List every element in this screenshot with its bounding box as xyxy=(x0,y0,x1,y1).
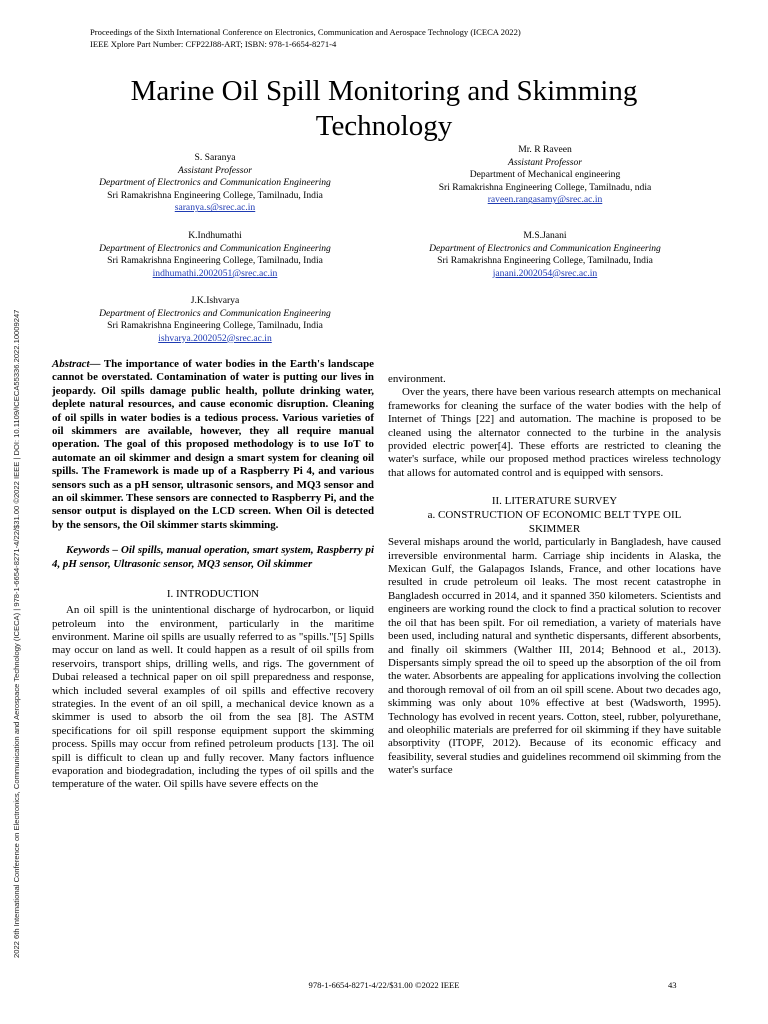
subsection-heading-line-1: a. CONSTRUCTION OF ECONOMIC BELT TYPE OIL xyxy=(427,509,682,522)
author-dept: Department of Mechanical engineering xyxy=(469,169,621,181)
author-dept: Department of Electronics and Communication Engineering xyxy=(99,177,331,189)
author-name: M.S.Janani xyxy=(523,230,567,241)
proceedings-header xyxy=(90,26,521,50)
page-number: 43 xyxy=(668,980,677,990)
introduction-paragraph: An oil spill is the unintentional discharge of hydrocarbon, or liquid petroleum into the environment, particularly in the maritime environment. Marine oil spills are usually referred to as "spills."[5] Spills may occur on land as well. It could happen as a result of oil spills from reservoirs, transport ships, drilling wells, and rigs. The government of Dubai released a technical paper on oil spill preparedness and response, which included several examples of oil spills and effective recovery strategies. In the event of an oil spill, a mechanical device known as a skimmer is used to absorb the oil from the sea [8]. The ASTM specifications for oil spill response equipment support the skimming process. Spills may occur from refined petroleum products [13]. The oil spill is difficult to clean up and fully recover. Many factors influence evaporation and biodegradation, including the types of oil spills and the temperature of the water. Oil spills have severe effects on the xyxy=(52,604,374,791)
author-name: J.K.Ishvarya xyxy=(190,295,240,306)
author-role: Assistant Professor xyxy=(177,164,252,176)
header-line-1: Proceedings of the Sixth International Conference on Electronics, Communication and Aerospace Technology (ICECA 2022) xyxy=(90,27,521,37)
author-block-1 xyxy=(50,152,380,215)
section-heading-introduction: I. INTRODUCTION xyxy=(166,588,260,601)
author-dept: Department of Electronics and Communication Engineering xyxy=(99,242,331,254)
author-email-link[interactable]: saranya.s@srec.ac.in xyxy=(174,202,256,214)
research-paragraph: Over the years, there have been various research attempts on mechanical frameworks for cleaning the surface of the water bodies with the help of Internet of Things [22] and automation. The machine is proposed to be cleaned using the alternator connected to the turbine in the analysis provided electric power[4]. These efforts are restricted to cleaning the water's surface, while our proposed method practices wireless technology that allows for automated control and is equipped with sensors. xyxy=(388,386,721,479)
author-dept: Department of Electronics and Communication Engineering xyxy=(429,242,661,254)
author-name: K.Indhumathi xyxy=(188,230,242,241)
author-role: Assistant Professor xyxy=(507,156,582,168)
subsection-heading-line-2: SKIMMER xyxy=(528,523,581,536)
author-block-3 xyxy=(50,230,380,280)
author-block-5 xyxy=(50,295,380,345)
author-email-link[interactable]: ishvarya.2002052@srec.ac.in xyxy=(158,332,272,344)
author-institution: Sri Ramakrishna Engineering College, Tamilnadu, India xyxy=(107,255,323,267)
author-email-link[interactable]: raveen.rangasamy@srec.ac.in xyxy=(487,194,603,206)
author-block-4 xyxy=(365,230,725,280)
literature-paragraph: Several mishaps around the world, particularly in Bangladesh, have caused irreversible environmental harm. Carriage ship incidents in Alaska, the Mexican Gulf, the Galapagos Islands, France, and other locations have resulted in crude petroleum oil leaks. The most recent catastrophe in Bangladesh occurred in 2014, and it spanned 350 kilometers. Scientists and engineers are working round the clock to find a practical solution to recover the oil that has been spilt. For oil remediation, a variety of materials have been used, including natural and synthetic dispersants, different absorbents, and finally oil skimmers (Walther III, 2014; Behnood et al., 2013). Dispersants simply spread the oil to speed up the absorption of the oil from the water. Absorbents are appealing for applications involving the collection and thorough removal of oil from an oil spill scene. About two decades ago, skimming was only about 10% effective at best (Wadsworth, 1995). Technology has evolved in recent years. Cotton, steel, rubber, polyurethane, and oleophilic materials are preferred for oil skimming if they have suitable absorptivity (ITOPF, 2012). Because of its economic efficacy and feasibility, several studies and guidelines recommend oil skimming from the water's surface xyxy=(388,536,721,777)
doi-sidebar: 2022 6th International Conference on Electronics, Communication and Aerospace Technology (ICECA) | 978-1-6654-8271-4/22/$31.00 ©2022 IEEE | DOI: 10.1109/ICECA55336.2022.10009247 xyxy=(12,309,21,958)
abstract xyxy=(52,358,374,532)
left-column xyxy=(52,358,374,792)
continued-paragraph: environment. xyxy=(388,373,446,385)
title-line-1: Marine Oil Spill Monitoring and Skimming xyxy=(130,75,638,107)
author-institution: Sri Ramakrishna Engineering College, Tamilnadu, ndia xyxy=(438,181,652,193)
header-line-2: IEEE Xplore Part Number: CFP22J88-ART; ISBN: 978-1-6654-8271-4 xyxy=(90,39,337,49)
keywords: Keywords – Oil spills, manual operation, smart system, Raspberry pi 4, pH sensor, Ultrasonic sensor, MQ3 sensor, Oil skimmer xyxy=(52,544,374,570)
author-institution: Sri Ramakrishna Engineering College, Tamilnadu, India xyxy=(107,320,323,332)
subsection-heading xyxy=(388,508,721,536)
copyright-footer: 978-1-6654-8271-4/22/$31.00 ©2022 IEEE xyxy=(308,980,460,990)
author-email-link[interactable]: indhumathi.2002051@srec.ac.in xyxy=(152,267,278,279)
author-institution: Sri Ramakrishna Engineering College, Tamilnadu, India xyxy=(437,255,653,267)
paper-title xyxy=(0,74,768,144)
title-line-2: Technology xyxy=(315,110,453,142)
author-block-2 xyxy=(380,144,710,207)
abstract-body: — The importance of water bodies in the Earth's landscape cannot be overstated. Contamination of water is putting our lives in jeopardy. Oil spills damage public health, pollute drinking water, deplete natural resources, and cause economic disruption. Cleaning of oil spills in water bodies is a tedious process. Various varieties of oil skimmers are available, however, they all require manual operation. The goal of this proposed methodology is to use IoT to automate an oil skimmer and design a smart system for cleaning oil spills. The Framework is made up of a Raspberry Pi 4, and various sensors such as a pH sensor, ultrasonic sensors, and MQ3 sensor and an oil skimmer. These sensors are connected to Raspberry Pi, and the sensor output is displayed on the LCD screen. When Oil is detected by the sensors, the Oil skimmer starts skimming. xyxy=(52,358,374,531)
author-dept: Department of Electronics and Communication Engineering xyxy=(99,307,331,319)
author-name: Mr. R Raveen xyxy=(518,144,572,155)
author-institution: Sri Ramakrishna Engineering College, Tamilnadu, India xyxy=(107,189,323,201)
right-column xyxy=(388,373,721,778)
author-name: S. Saranya xyxy=(194,152,236,163)
author-email-link[interactable]: janani.2002054@srec.ac.in xyxy=(492,267,598,279)
abstract-label: Abstract xyxy=(52,358,90,370)
section-heading-literature: II. LITERATURE SURVEY xyxy=(491,495,618,508)
